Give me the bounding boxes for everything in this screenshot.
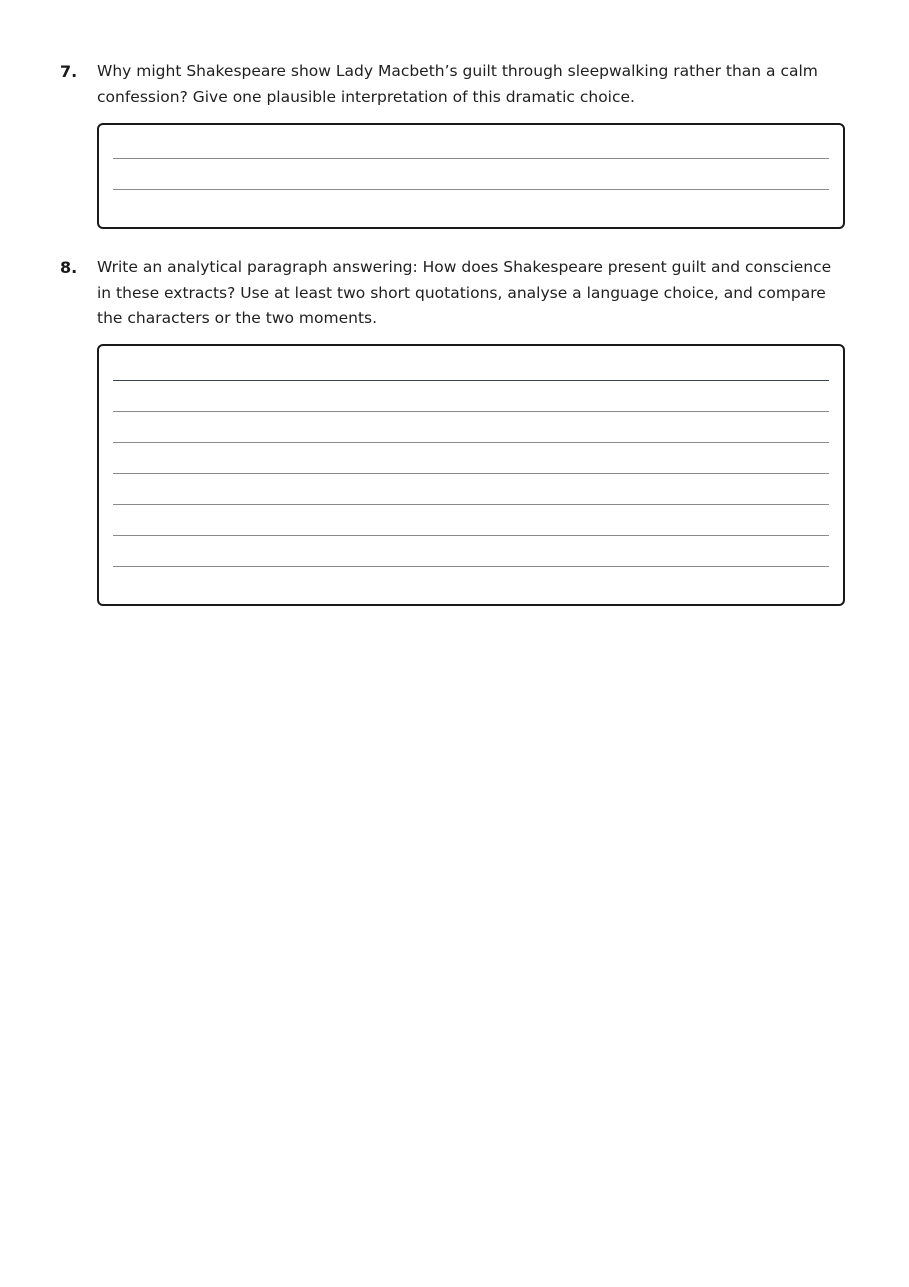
answer-line — [113, 535, 829, 536]
answer-box[interactable] — [97, 123, 845, 229]
answer-line — [113, 411, 829, 412]
question-8 — [60, 255, 850, 610]
answer-box[interactable] — [97, 344, 845, 606]
answer-line — [113, 380, 829, 381]
answer-line — [113, 566, 829, 567]
question-text: Write an analytical paragraph answering: How does Shakespeare present guilt and conscience in these extracts? Use at least two short quotations, analyse a language choice, and compare the characters or the two moments. — [97, 258, 832, 327]
question-number: 8. — [60, 258, 78, 277]
question-text: Why might Shakespeare show Lady Macbeth’s guilt through sleepwalking rather than a calm confession? Give one plausible interpretation of this dramatic choice. — [97, 62, 818, 106]
answer-line — [113, 504, 829, 505]
answer-line — [113, 189, 829, 190]
answer-line — [113, 158, 829, 159]
answer-line — [113, 442, 829, 443]
answer-line — [113, 473, 829, 474]
question-7 — [60, 59, 850, 231]
question-number: 7. — [60, 62, 78, 81]
